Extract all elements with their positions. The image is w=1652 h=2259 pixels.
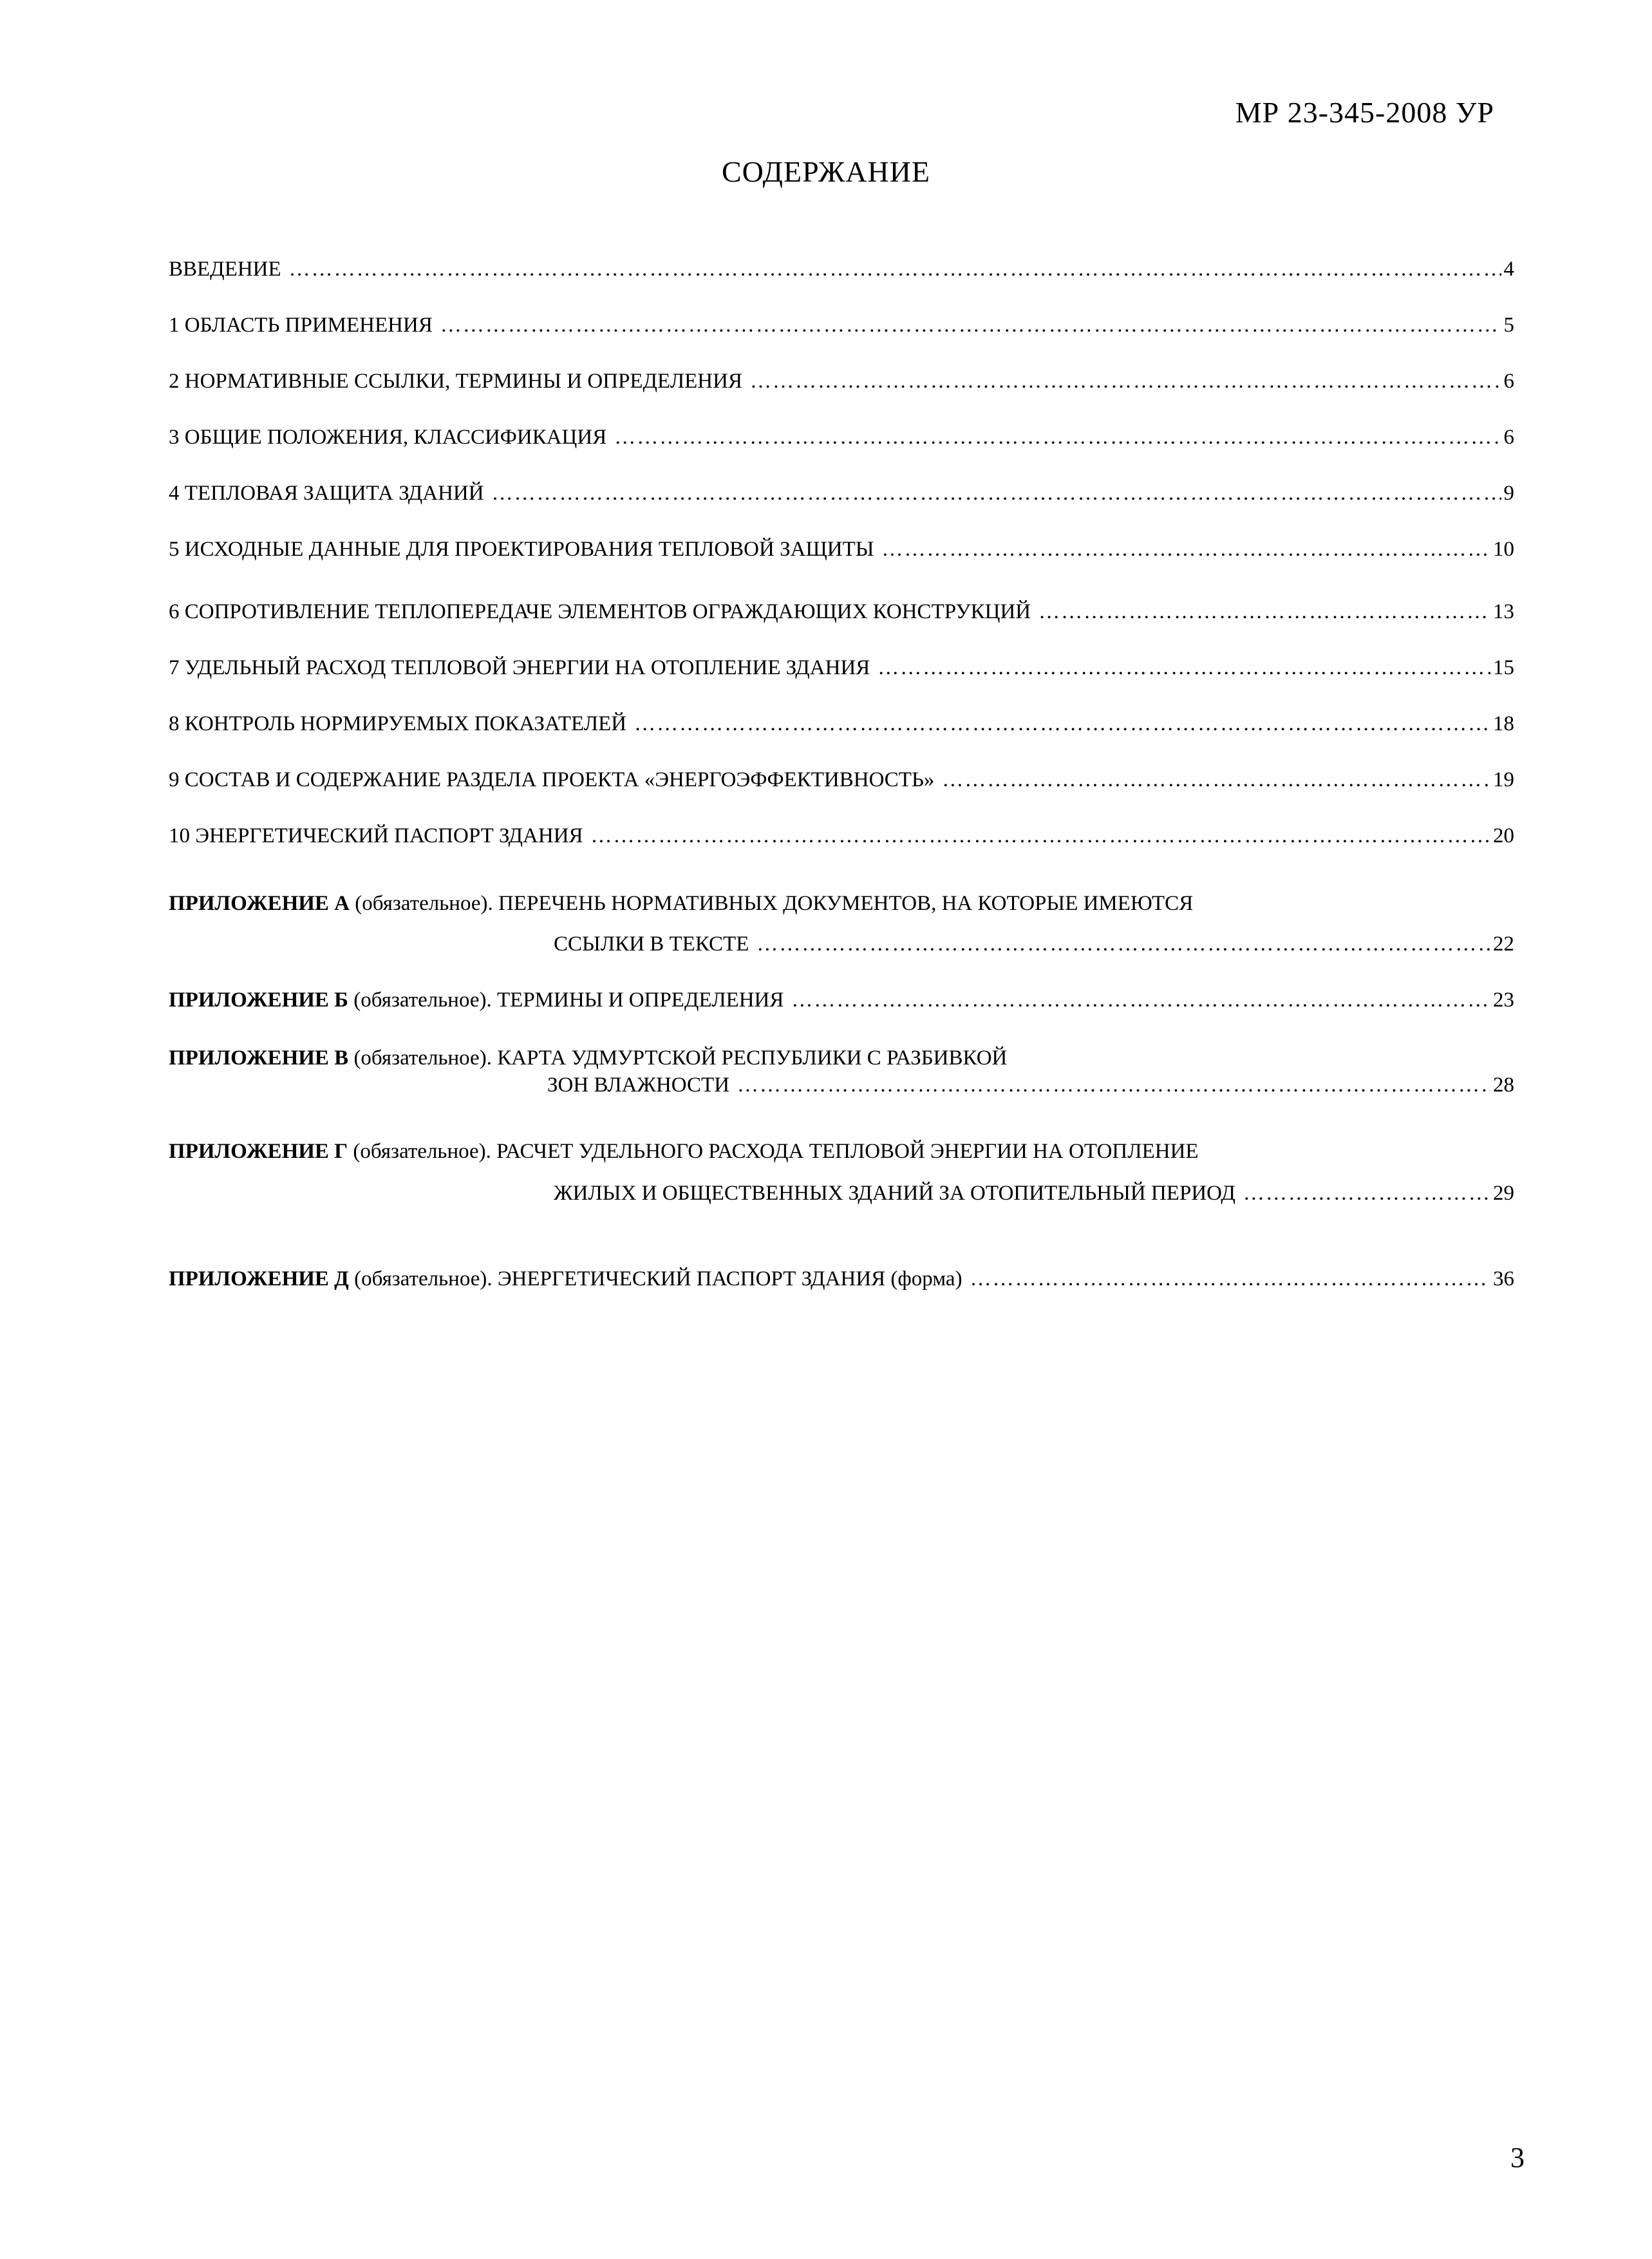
toc-entry-section-8[interactable] xyxy=(169,712,1514,736)
toc-entry-label: 7 УДЕЛЬНЫЙ РАСХОД ТЕПЛОВОЙ ЭНЕРГИИ НА ОТОПЛЕНИЕ ЗДАНИЯ xyxy=(169,656,870,679)
toc-entry-page: 29 xyxy=(1493,1182,1514,1205)
toc-entry-label: 1 ОБЛАСТЬ ПРИМЕНЕНИЯ xyxy=(169,314,433,337)
appendix-title-line1: ТЕРМИНЫ И ОПРЕДЕЛЕНИЯ xyxy=(497,988,784,1012)
appendix-name: ПРИЛОЖЕНИЕ В xyxy=(169,1046,349,1070)
dot-leader xyxy=(440,314,1501,337)
toc-entry-section-3[interactable] xyxy=(169,426,1514,449)
toc-entry-section-2[interactable] xyxy=(169,370,1514,393)
toc-entry-section-10[interactable] xyxy=(169,824,1514,848)
toc-appendix-d[interactable] xyxy=(169,1267,1514,1291)
dot-leader xyxy=(942,768,1490,792)
toc-entry-section-9[interactable] xyxy=(169,768,1514,792)
appendix-name: ПРИЛОЖЕНИЕ Д xyxy=(169,1267,349,1290)
toc-appendix-a[interactable] xyxy=(554,932,1514,956)
toc-appendix-v[interactable] xyxy=(547,1073,1514,1097)
toc-entry-section-6[interactable] xyxy=(169,600,1514,624)
toc-entry-section-7[interactable] xyxy=(169,656,1514,680)
dot-leader xyxy=(791,988,1490,1012)
appendix-note: (обязательное). xyxy=(353,988,492,1012)
toc-entry-label: 4 ТЕПЛОВАЯ ЗАЩИТА ЗДАНИЙ xyxy=(169,482,484,505)
toc-entry-page: 23 xyxy=(1493,988,1514,1012)
toc-entry-label: 5 ИСХОДНЫЕ ДАННЫЕ ДЛЯ ПРОЕКТИРОВАНИЯ ТЕПЛОВОЙ ЗАЩИТЫ xyxy=(169,538,874,561)
appendix-title-line1: РАСЧЕТ УДЕЛЬНОГО РАСХОДА ТЕПЛОВОЙ ЭНЕРГИИ НА ОТОПЛЕНИЕ xyxy=(496,1140,1199,1163)
toc-appendix-g-heading[interactable] xyxy=(169,1140,1199,1164)
document-code: МР 23-345-2008 УР xyxy=(1235,96,1494,129)
toc-entry-page: 13 xyxy=(1493,600,1514,623)
appendix-title-line2: ССЫЛКИ В ТЕКСТЕ xyxy=(554,932,749,956)
dot-leader xyxy=(1243,1182,1490,1205)
appendix-title-line1: КАРТА УДМУРТСКОЙ РЕСПУБЛИКИ С РАЗБИВКОЙ xyxy=(497,1046,1008,1070)
dot-leader xyxy=(492,482,1501,506)
dot-leader xyxy=(1038,600,1490,624)
toc-entry-section-4[interactable] xyxy=(169,482,1514,506)
toc-appendix-b[interactable] xyxy=(169,988,1514,1012)
appendix-note: (обязательное). xyxy=(353,1046,492,1070)
toc-entry-page: 22 xyxy=(1493,932,1514,956)
toc-entry-section-5[interactable] xyxy=(169,538,1514,562)
page-number: 3 xyxy=(1510,2142,1525,2173)
toc-entry-page: 15 xyxy=(1493,656,1514,679)
appendix-name: ПРИЛОЖЕНИЕ Г xyxy=(169,1140,348,1163)
dot-leader xyxy=(289,258,1501,281)
appendix-title-line1: ЭНЕРГЕТИЧЕСКИЙ ПАСПОРТ ЗДАНИЯ (форма) xyxy=(497,1267,962,1290)
toc-entry-label: 10 ЭНЕРГЕТИЧЕСКИЙ ПАСПОРТ ЗДАНИЯ xyxy=(169,824,583,847)
dot-leader xyxy=(882,538,1490,562)
toc-entry-page: 9 xyxy=(1503,482,1514,505)
toc-entry-label: 3 ОБЩИЕ ПОЛОЖЕНИЯ, КЛАССИФИКАЦИЯ xyxy=(169,426,607,449)
appendix-title-line2: ЖИЛЫХ И ОБЩЕСТВЕННЫХ ЗДАНИЙ ЗА ОТОПИТЕЛЬНЫЙ ПЕРИОД xyxy=(554,1182,1235,1205)
appendix-title-line2: ЗОН ВЛАЖНОСТИ xyxy=(547,1073,730,1097)
toc-entry-page: 18 xyxy=(1493,712,1514,735)
toc-entry-label: 6 СОПРОТИВЛЕНИЕ ТЕПЛОПЕРЕДАЧЕ ЭЛЕМЕНТОВ ОГРАЖДАЮЩИХ КОНСТРУКЦИЙ xyxy=(169,600,1031,623)
dot-leader xyxy=(970,1267,1490,1291)
toc-entry-label: 8 КОНТРОЛЬ НОРМИРУЕМЫХ ПОКАЗАТЕЛЕЙ xyxy=(169,712,627,735)
toc-entry-page: 36 xyxy=(1493,1267,1514,1290)
toc-appendix-g[interactable] xyxy=(554,1182,1514,1205)
toc-entry-label: 2 НОРМАТИВНЫЕ ССЫЛКИ, ТЕРМИНЫ И ОПРЕДЕЛЕНИЯ xyxy=(169,370,742,393)
dot-leader xyxy=(614,426,1501,449)
toc-entry-label: 9 СОСТАВ И СОДЕРЖАНИЕ РАЗДЕЛА ПРОЕКТА «ЭНЕРГОЭФФЕКТИВНОСТЬ» xyxy=(169,768,935,791)
toc-appendix-v-heading[interactable] xyxy=(169,1046,1007,1070)
appendix-note: (обязательное). xyxy=(355,892,493,915)
toc-entry-introduction[interactable] xyxy=(169,258,1514,281)
toc-entry-page: 4 xyxy=(1503,258,1514,281)
toc-entry-page: 10 xyxy=(1493,538,1514,561)
toc-entry-page: 20 xyxy=(1493,824,1514,847)
dot-leader xyxy=(634,712,1490,736)
toc-entry-page: 6 xyxy=(1503,426,1514,449)
appendix-note: (обязательное). xyxy=(353,1140,491,1163)
dot-leader xyxy=(591,824,1490,848)
dot-leader xyxy=(750,370,1501,393)
toc-entry-label: ВВЕДЕНИЕ xyxy=(169,258,281,281)
appendix-name: ПРИЛОЖЕНИЕ Б xyxy=(169,988,348,1012)
toc-entry-section-1[interactable] xyxy=(169,314,1514,337)
page-title: СОДЕРЖАНИЕ xyxy=(721,155,931,188)
dot-leader xyxy=(756,932,1490,956)
toc-entry-page: 19 xyxy=(1493,768,1514,791)
toc-entry-page: 5 xyxy=(1503,314,1514,337)
appendix-title-line1: ПЕРЕЧЕНЬ НОРМАТИВНЫХ ДОКУМЕНТОВ, НА КОТОРЫЕ ИМЕЮТСЯ xyxy=(498,892,1194,915)
toc-appendix-a-heading[interactable] xyxy=(169,892,1193,916)
dot-leader xyxy=(878,656,1490,680)
toc-entry-page: 6 xyxy=(1503,370,1514,393)
dot-leader xyxy=(737,1073,1490,1097)
appendix-name: ПРИЛОЖЕНИЕ А xyxy=(169,892,350,915)
appendix-note: (обязательное). xyxy=(354,1267,493,1290)
toc-entry-page: 28 xyxy=(1493,1073,1514,1097)
